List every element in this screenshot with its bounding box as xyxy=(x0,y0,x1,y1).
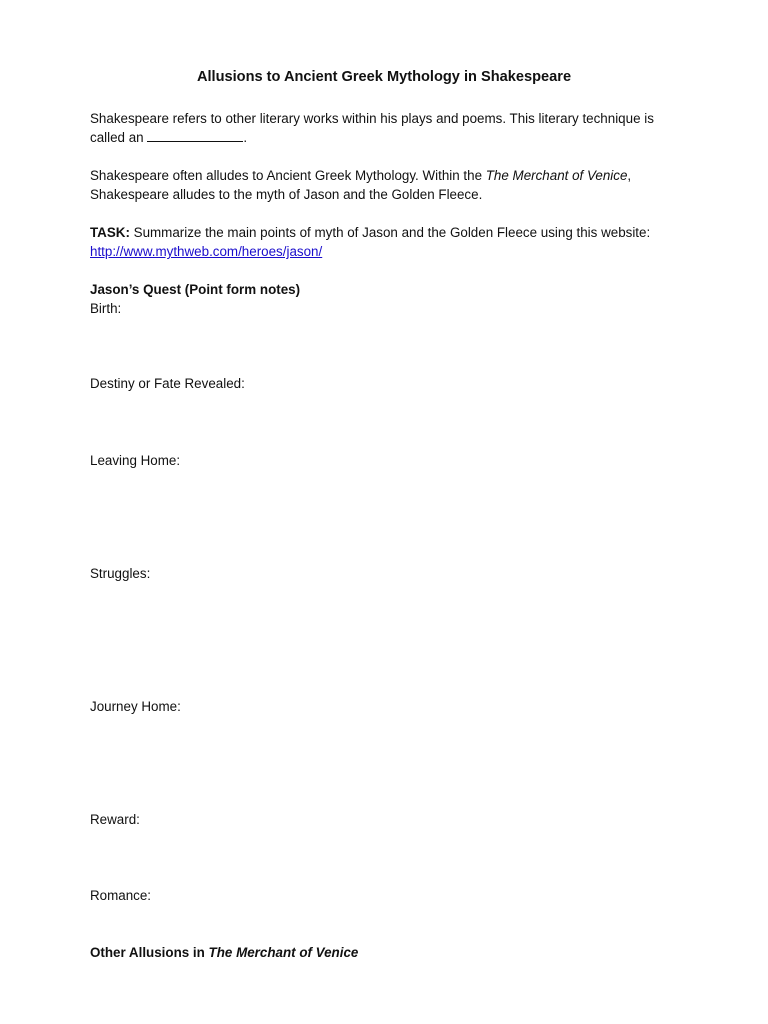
allusion-paragraph xyxy=(90,166,690,204)
section-journey-home: Journey Home: xyxy=(90,699,181,714)
other-allusions-heading xyxy=(90,943,690,962)
allusion-line-1-prefix: Shakespeare often alludes to Ancient Greek Mythology. Within the xyxy=(90,168,486,183)
intro-line-1: Shakespeare refers to other literary works within his plays and poems. This literary technique is xyxy=(90,111,654,126)
section-reward: Reward: xyxy=(90,812,140,827)
intro-line-2 xyxy=(90,128,690,147)
task-paragraph xyxy=(90,223,690,261)
task-text: Summarize the main points of myth of Jason and the Golden Fleece using this website: xyxy=(129,225,651,240)
quest-heading: Jason’s Quest (Point form notes) xyxy=(90,282,301,297)
intro-line-2-suffix: . xyxy=(243,130,248,145)
section-destiny: Destiny or Fate Revealed: xyxy=(90,376,245,391)
task-line xyxy=(90,223,690,242)
section-romance: Romance: xyxy=(90,888,152,903)
intro-line-2-prefix: called an xyxy=(90,130,148,145)
section-birth: Birth: xyxy=(90,301,122,316)
allusion-line-1-suffix: , xyxy=(627,168,632,183)
task-label: TASK: xyxy=(90,225,130,240)
other-allusions-prefix: Other Allusions in xyxy=(90,945,209,960)
mythweb-link[interactable]: http://www.mythweb.com/heroes/jason/ xyxy=(90,244,323,259)
section-struggles: Struggles: xyxy=(90,566,151,581)
fill-in-blank[interactable] xyxy=(147,128,243,142)
document-title: Allusions to Ancient Greek Mythology in Shakespeare xyxy=(196,69,572,85)
intro-paragraph xyxy=(90,109,690,147)
play-title-italic: The Merchant of Venice xyxy=(485,168,628,183)
section-leaving-home: Leaving Home: xyxy=(90,453,181,468)
allusion-line-1 xyxy=(90,166,690,185)
allusion-line-2: Shakespeare alludes to the myth of Jason and the Golden Fleece. xyxy=(90,187,483,202)
other-allusions-play-title: The Merchant of Venice xyxy=(208,945,359,960)
task-link-line xyxy=(90,242,690,261)
